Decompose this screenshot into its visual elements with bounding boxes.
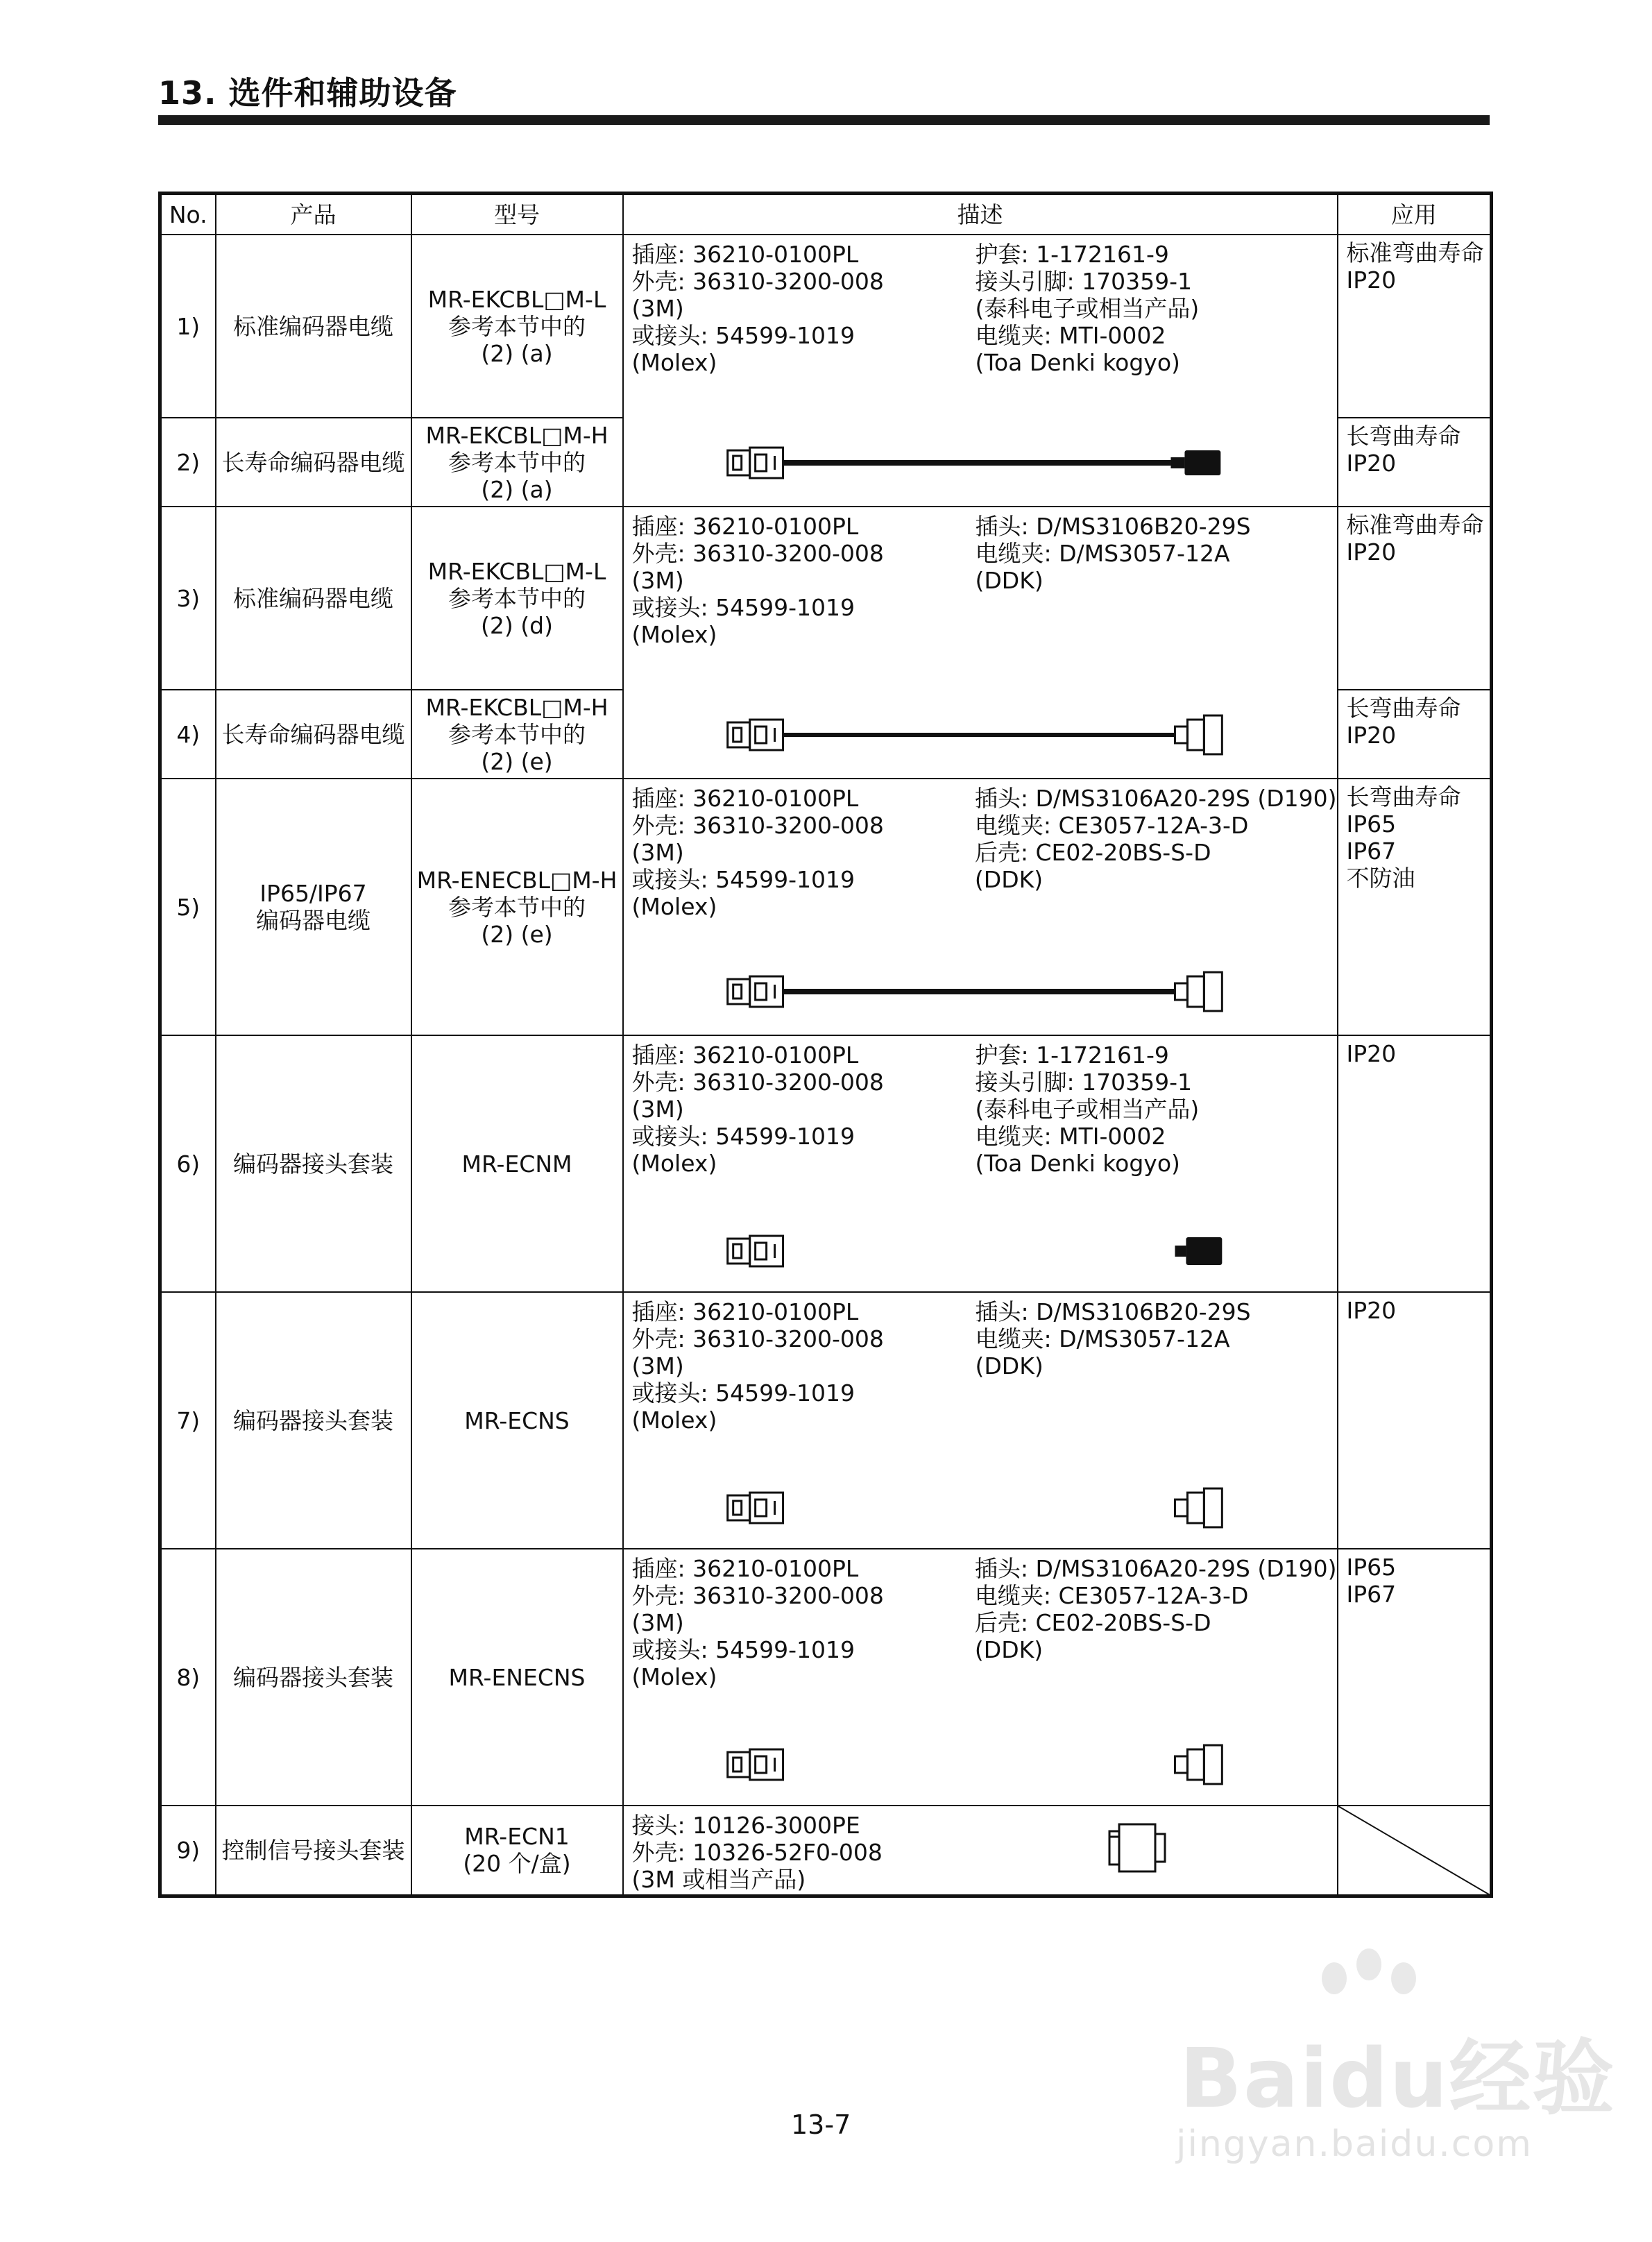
- desc-line: (3M): [631, 567, 684, 594]
- desc-line: 护套: 1-172161-9: [975, 1042, 1169, 1069]
- table-row: [160, 507, 1492, 690]
- desc-line: (Molex): [631, 893, 717, 920]
- application-line: IP20: [1346, 538, 1397, 566]
- col-header-application: 应用: [1338, 194, 1492, 235]
- description-cell: [623, 235, 1338, 507]
- description-cell: [623, 779, 1338, 1035]
- desc-line: 插头: D/MS3106A20-29S (D190): [974, 785, 1337, 812]
- product-name: [216, 779, 411, 1035]
- model-line: (2) (d): [481, 611, 553, 639]
- application-line: 长弯曲寿命: [1346, 783, 1461, 810]
- desc-line: 插头: D/MS3106A20-29S (D190): [974, 1555, 1337, 1582]
- watermark-url: jingyan.baidu.com: [1176, 2123, 1533, 2165]
- desc-line: 电缆夹: CE3057-12A-3-D: [974, 812, 1249, 839]
- application-line: IP20: [1346, 450, 1397, 477]
- desc-line: 插头: D/MS3106B20-29S: [975, 513, 1251, 540]
- table-header-row: [160, 194, 1492, 235]
- product-name: 编码器接头套装: [216, 1035, 411, 1292]
- row-number: 2): [160, 418, 216, 507]
- page-number: 13-7: [791, 2109, 851, 2140]
- product-name: 编码器接头套装: [216, 1549, 411, 1806]
- product-name: 标准编码器电缆: [216, 507, 411, 690]
- desc-line: 外壳: 36310-3200-008: [631, 268, 884, 295]
- cable-drawing: [624, 951, 1337, 1035]
- desc-line: 插座: 36210-0100PL: [631, 241, 859, 268]
- desc-line: (DDK): [974, 1636, 1044, 1663]
- application-cell: [1338, 779, 1492, 1035]
- desc-line: (3M): [631, 839, 684, 866]
- application-line: 标准弯曲寿命: [1346, 239, 1484, 266]
- desc-line: 或接头: 54599-1019: [631, 322, 855, 349]
- model-number: [411, 507, 623, 690]
- model-line: MR-EKCBL□M-L: [427, 557, 606, 585]
- cable-drawing: [624, 423, 1337, 506]
- desc-line: (3M): [631, 1352, 684, 1379]
- row-number: 8): [160, 1549, 216, 1806]
- row-number: 1): [160, 235, 216, 418]
- molded-plug-icon: [1170, 450, 1220, 475]
- product-line: IP65/IP67: [259, 880, 367, 907]
- desc-line: 或接头: 54599-1019: [631, 1636, 855, 1663]
- desc-line: (DDK): [975, 567, 1044, 594]
- desc-line: (Molex): [631, 349, 717, 376]
- desc-line: 或接头: 54599-1019: [631, 1379, 855, 1407]
- desc-line: 插座: 36210-0100PL: [631, 1042, 859, 1069]
- application-line: 不防油: [1346, 865, 1415, 892]
- connector-drawing: [624, 1806, 1338, 1896]
- desc-line: 电缆夹: D/MS3057-12A: [975, 1325, 1230, 1352]
- product-name: 标准编码器电缆: [216, 235, 411, 418]
- model-line: MR-EKCBL□M-H: [425, 421, 608, 449]
- col-header-no: No.: [160, 194, 216, 235]
- amp-connector-icon: [727, 1493, 783, 1523]
- desc-line: (3M): [631, 295, 684, 322]
- description-cell: [623, 1292, 1338, 1549]
- desc-line: 外壳: 10326-52F0-008: [631, 1839, 883, 1866]
- application-cell: [1338, 235, 1492, 418]
- description-cell: [623, 1035, 1338, 1292]
- product-name: 长寿命编码器电缆: [216, 418, 411, 507]
- desc-line: 接头引脚: 170359-1: [975, 1069, 1192, 1096]
- circular-plug-icon: [1175, 972, 1222, 1011]
- table-row: [160, 1035, 1492, 1292]
- model-line: (2) (e): [481, 920, 553, 948]
- desc-line: 外壳: 36310-3200-008: [631, 540, 884, 567]
- desc-line: 电缆夹: MTI-0002: [975, 1123, 1166, 1150]
- table-row: [160, 1806, 1492, 1896]
- amp-connector-icon: [727, 720, 783, 750]
- application-line: IP65: [1346, 810, 1397, 838]
- desc-line: 外壳: 36310-3200-008: [631, 812, 884, 839]
- application-line: IP20: [1346, 1297, 1397, 1324]
- spec-table: [158, 192, 1493, 1898]
- row-number: 6): [160, 1035, 216, 1292]
- model-number: [411, 1806, 623, 1896]
- desc-line: (DDK): [975, 1352, 1044, 1379]
- product-name: 控制信号接头套装: [216, 1806, 411, 1896]
- cable-line: [783, 989, 1175, 994]
- circular-plug-icon: [1175, 715, 1222, 754]
- watermark-paw-icon: [1356, 1948, 1381, 1980]
- model-line: MR-EKCBL□M-H: [425, 693, 608, 721]
- desc-line: 电缆夹: CE3057-12A-3-D: [974, 1582, 1249, 1609]
- product-name: 编码器接头套装: [216, 1292, 411, 1549]
- model-line: (20 个/盒): [463, 1850, 571, 1878]
- application-line: 标准弯曲寿命: [1346, 511, 1484, 538]
- application-cell: [1338, 1549, 1492, 1806]
- model-number: MR-ECNM: [411, 1035, 623, 1292]
- model-line: 参考本节中的: [448, 584, 586, 612]
- row-number: 4): [160, 690, 216, 779]
- desc-line: (Toa Denki kogyo): [975, 349, 1180, 376]
- application-line: 长弯曲寿命: [1346, 423, 1461, 450]
- cable-line: [783, 733, 1175, 737]
- application-cell: [1338, 690, 1492, 779]
- desc-line: 插头: D/MS3106B20-29S: [975, 1298, 1251, 1325]
- desc-line: 后壳: CE02-20BS-S-D: [974, 1609, 1211, 1636]
- amp-connector-icon: [727, 1749, 783, 1780]
- desc-line: (DDK): [974, 866, 1044, 893]
- mini-delta-connector-icon: [1109, 1824, 1165, 1871]
- desc-line: 插座: 36210-0100PL: [631, 785, 859, 812]
- desc-line: 外壳: 36310-3200-008: [631, 1582, 884, 1609]
- model-line: MR-ENECBL□M-H: [416, 866, 618, 894]
- desc-line: 插座: 36210-0100PL: [631, 1298, 859, 1325]
- col-header-description: 描述: [623, 194, 1338, 235]
- application-cell: [1338, 1292, 1492, 1549]
- table-row: [160, 1292, 1492, 1549]
- desc-line: (泰科电子或相当产品): [975, 295, 1200, 322]
- desc-line: (3M): [631, 1096, 684, 1123]
- desc-line: 或接头: 54599-1019: [631, 1123, 855, 1150]
- desc-line: 护套: 1-172161-9: [975, 241, 1169, 268]
- circular-plug-icon: [1175, 1745, 1222, 1784]
- application-line: IP20: [1346, 1040, 1397, 1067]
- section-title: 13. 选件和辅助设备: [158, 74, 457, 112]
- application-cell: [1338, 1035, 1492, 1292]
- cable-line: [783, 460, 1170, 466]
- desc-line: (Molex): [631, 621, 717, 648]
- desc-line: 外壳: 36310-3200-008: [631, 1069, 884, 1096]
- description-cell: [623, 1549, 1338, 1806]
- model-line: 参考本节中的: [448, 312, 586, 340]
- col-header-model: 型号: [411, 194, 623, 235]
- amp-connector-icon: [727, 448, 783, 478]
- model-number: [411, 235, 623, 418]
- row-number: 5): [160, 779, 216, 1035]
- model-line: (2) (a): [481, 339, 553, 367]
- model-line: 参考本节中的: [448, 893, 586, 921]
- model-line: 参考本节中的: [448, 720, 586, 748]
- watermark-paw-icon: [1391, 1962, 1416, 1994]
- application-cell: [1338, 507, 1492, 690]
- watermark-logo: Baidu经验: [1180, 2030, 1616, 2126]
- model-line: 参考本节中的: [448, 448, 586, 476]
- desc-line: (3M): [631, 1609, 684, 1636]
- desc-line: 插座: 36210-0100PL: [631, 1555, 859, 1582]
- desc-line: 接头: 10126-3000PE: [631, 1812, 860, 1839]
- model-line: (2) (e): [481, 747, 553, 775]
- model-line: MR-ECN1: [464, 1823, 570, 1851]
- desc-line: (Toa Denki kogyo): [975, 1150, 1180, 1177]
- table-row: [160, 779, 1492, 1035]
- application-cell-empty: [1338, 1806, 1492, 1896]
- product-name: 长寿命编码器电缆: [216, 690, 411, 779]
- molded-plug-icon: [1175, 1237, 1222, 1265]
- application-line: IP67: [1346, 1581, 1397, 1608]
- application-line: IP20: [1346, 722, 1397, 749]
- model-number: [411, 690, 623, 779]
- application-line: 长弯曲寿命: [1346, 695, 1461, 722]
- row-number: 7): [160, 1292, 216, 1549]
- model-line: (2) (a): [481, 475, 553, 503]
- model-number: [411, 779, 623, 1035]
- desc-line: (Molex): [631, 1407, 717, 1434]
- desc-line: 外壳: 36310-3200-008: [631, 1325, 884, 1352]
- desc-line: (3M 或相当产品): [631, 1866, 806, 1893]
- desc-line: 或接头: 54599-1019: [631, 866, 855, 893]
- model-number: MR-ECNS: [411, 1292, 623, 1549]
- amp-connector-icon: [727, 976, 783, 1007]
- desc-line: 接头引脚: 170359-1: [975, 268, 1192, 295]
- amp-connector-icon: [727, 1236, 783, 1266]
- desc-line: 或接头: 54599-1019: [631, 594, 855, 621]
- cable-drawing: [624, 695, 1337, 778]
- circular-plug-icon: [1175, 1488, 1222, 1527]
- application-cell: [1338, 418, 1492, 507]
- desc-line: 插座: 36210-0100PL: [631, 513, 859, 540]
- watermark-paw-icon: [1322, 1962, 1347, 1994]
- table-row: [160, 1549, 1492, 1806]
- title-rule: [158, 115, 1490, 125]
- description-cell: [623, 1806, 1338, 1896]
- desc-line: 电缆夹: MTI-0002: [975, 322, 1166, 349]
- desc-line: 后壳: CE02-20BS-S-D: [974, 839, 1211, 866]
- desc-line: (Molex): [631, 1150, 717, 1177]
- desc-line: (泰科电子或相当产品): [975, 1096, 1200, 1123]
- diagonal-strike-line: [1338, 1806, 1492, 1896]
- model-number: [411, 418, 623, 507]
- application-line: IP67: [1346, 838, 1397, 865]
- col-header-product: 产品: [216, 194, 411, 235]
- product-line: 编码器电缆: [256, 907, 371, 934]
- table-row: [160, 235, 1492, 418]
- desc-line: (Molex): [631, 1663, 717, 1690]
- row-number: 3): [160, 507, 216, 690]
- desc-line: 电缆夹: D/MS3057-12A: [975, 540, 1230, 567]
- model-number: MR-ENECNS: [411, 1549, 623, 1806]
- connector-set-drawing: [624, 1208, 1337, 1291]
- connector-set-drawing: [624, 1465, 1337, 1548]
- application-line: IP20: [1346, 266, 1397, 294]
- description-cell: [623, 507, 1338, 779]
- application-line: IP65: [1346, 1554, 1397, 1581]
- model-line: MR-EKCBL□M-L: [427, 285, 606, 313]
- connector-set-drawing: [624, 1722, 1337, 1805]
- row-number: 9): [160, 1806, 216, 1896]
